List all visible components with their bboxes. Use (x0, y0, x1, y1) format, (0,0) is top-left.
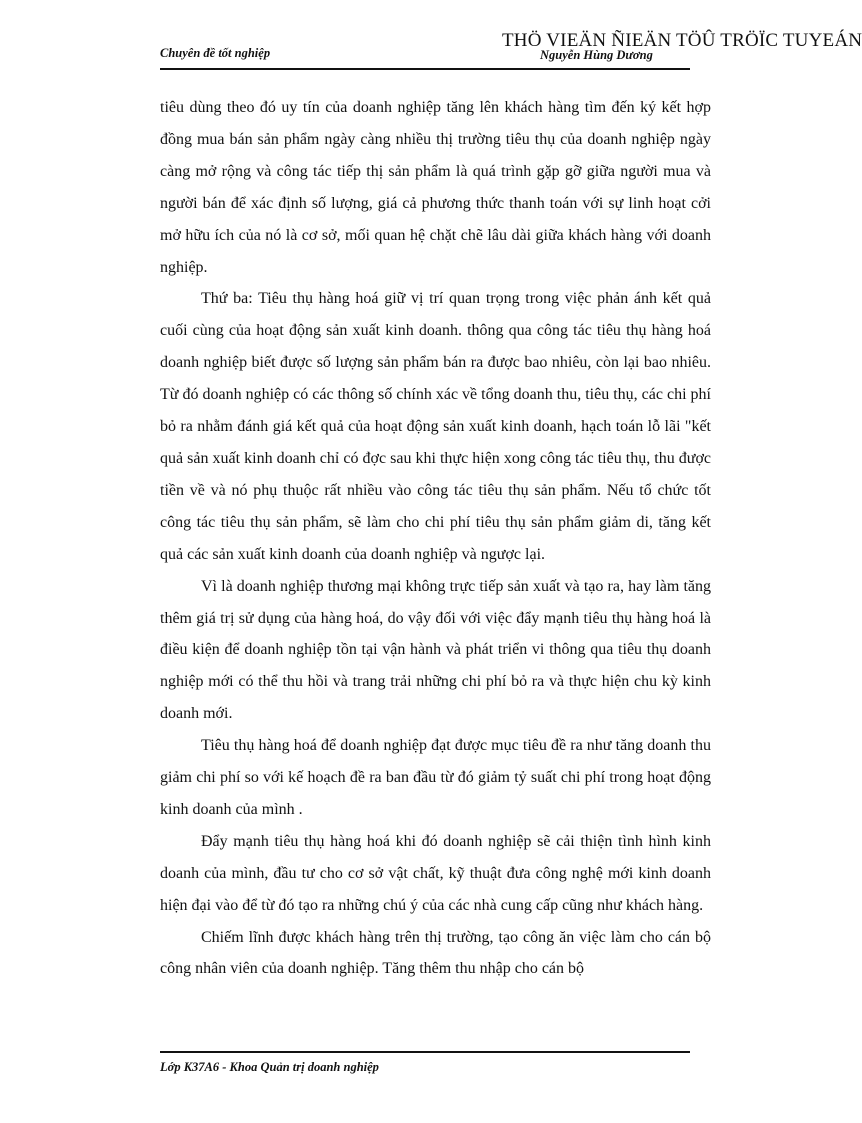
paragraph-continuation: tiêu dùng theo đó uy tín của doanh nghiệp tăng lên khách hàng tìm đến ký kết hợp đồng mua bán sản phẩm ngày càng nhiều thị trường tiêu thụ của doanh nghiệp ngày càng mở rộng và công tác tiếp thị sản phẩm là quá trình gặp gỡ giữa người mua và người bán để xác định số lượng, giá cả phương thức thanh toán với sự linh hoạt cởi mở hữu ích của nó là cơ sở, mối quan hệ chặt chẽ lâu dài giữa khách hàng với doanh nghiệp. (160, 99, 711, 276)
footer-class-department: Lớp K37A6 - Khoa Quản trị doanh nghiệp (160, 1060, 379, 1074)
header-divider (160, 68, 690, 70)
header-author-name: Nguyễn Hùng Dương (540, 48, 653, 62)
library-watermark: THÖ VIEÄN ÑIEÄN TÖÛ TRÖÏC TUYEÁN (502, 30, 862, 51)
paragraph-sales-goals: Tiêu thụ hàng hoá để doanh nghiệp đạt được mục tiêu đề ra như tăng doanh thu giảm chi phí so với kế hoạch đề ra ban đầu từ đó giảm tỷ suất chi phí trong hoạt động kinh doanh của mình . (160, 737, 711, 818)
paragraph-market-share: Chiếm lĩnh được khách hàng trên thị trường, tạo công ăn việc làm cho cán bộ công nhân viên của doanh nghiệp. Tăng thêm thu nhập cho cán bộ (160, 928, 711, 978)
paragraph-commercial-enterprise: Vì là doanh nghiệp thương mại không trực tiếp sản xuất và tạo ra, hay làm tăng thêm giá trị sử dụng của hàng hoá, do vậy đối với việc đẩy mạnh tiêu thụ hàng hoá là điều kiện để doanh nghiệp tồn tại vận hành và phát triển vi thông qua tiêu thụ doanh nghiệp mới có thể thu hồi và trang trải những chi phí bỏ ra và thực hiện chu kỳ kinh doanh mới. (160, 577, 711, 723)
document-body (160, 92, 711, 985)
paragraph-promote-sales: Đẩy mạnh tiêu thụ hàng hoá khi đó doanh nghiệp sẽ cải thiện tình hình kinh doanh của mình, đầu tư cho cơ sở vật chất, kỹ thuật đưa công nghệ mới kinh doanh hiện đại vào để từ đó tạo ra những chú ý của các nhà cung cấp cũng như khách hàng. (160, 832, 711, 914)
paragraph-third-point: Thứ ba: Tiêu thụ hàng hoá giữ vị trí quan trọng trong việc phản ánh kết quả cuối cùng của hoạt động sản xuất kinh doanh. thông qua công tác tiêu thụ hàng hoá doanh nghiệp biết được số lượng sản phẩm bán ra được bao nhiêu, còn lại bao nhiêu. Từ đó doanh nghiệp có các thông số chính xác về tổng doanh thu, tiêu thụ, các chi phí bỏ ra nhằm đánh giá kết quả của hoạt động sản xuất kinh doanh, hạch toán lỗ lãi "kết quả sản xuất kinh doanh chỉ có đợc sau khi thực hiện xong công tác tiêu thụ, thu được tiền về và nó phụ thuộc rất nhiều vào công tác tiêu thụ sản phẩm. Nếu tổ chức tốt công tác tiêu thụ sản phẩm, sẽ làm cho chi phí tiêu thụ sản phẩm giảm di, tăng kết quả các sản xuất kinh doanh của doanh nghiệp và ngược lại. (160, 290, 711, 563)
header-course-title: Chuyên đề tốt nghiệp (160, 46, 271, 60)
footer-divider (160, 1051, 690, 1053)
